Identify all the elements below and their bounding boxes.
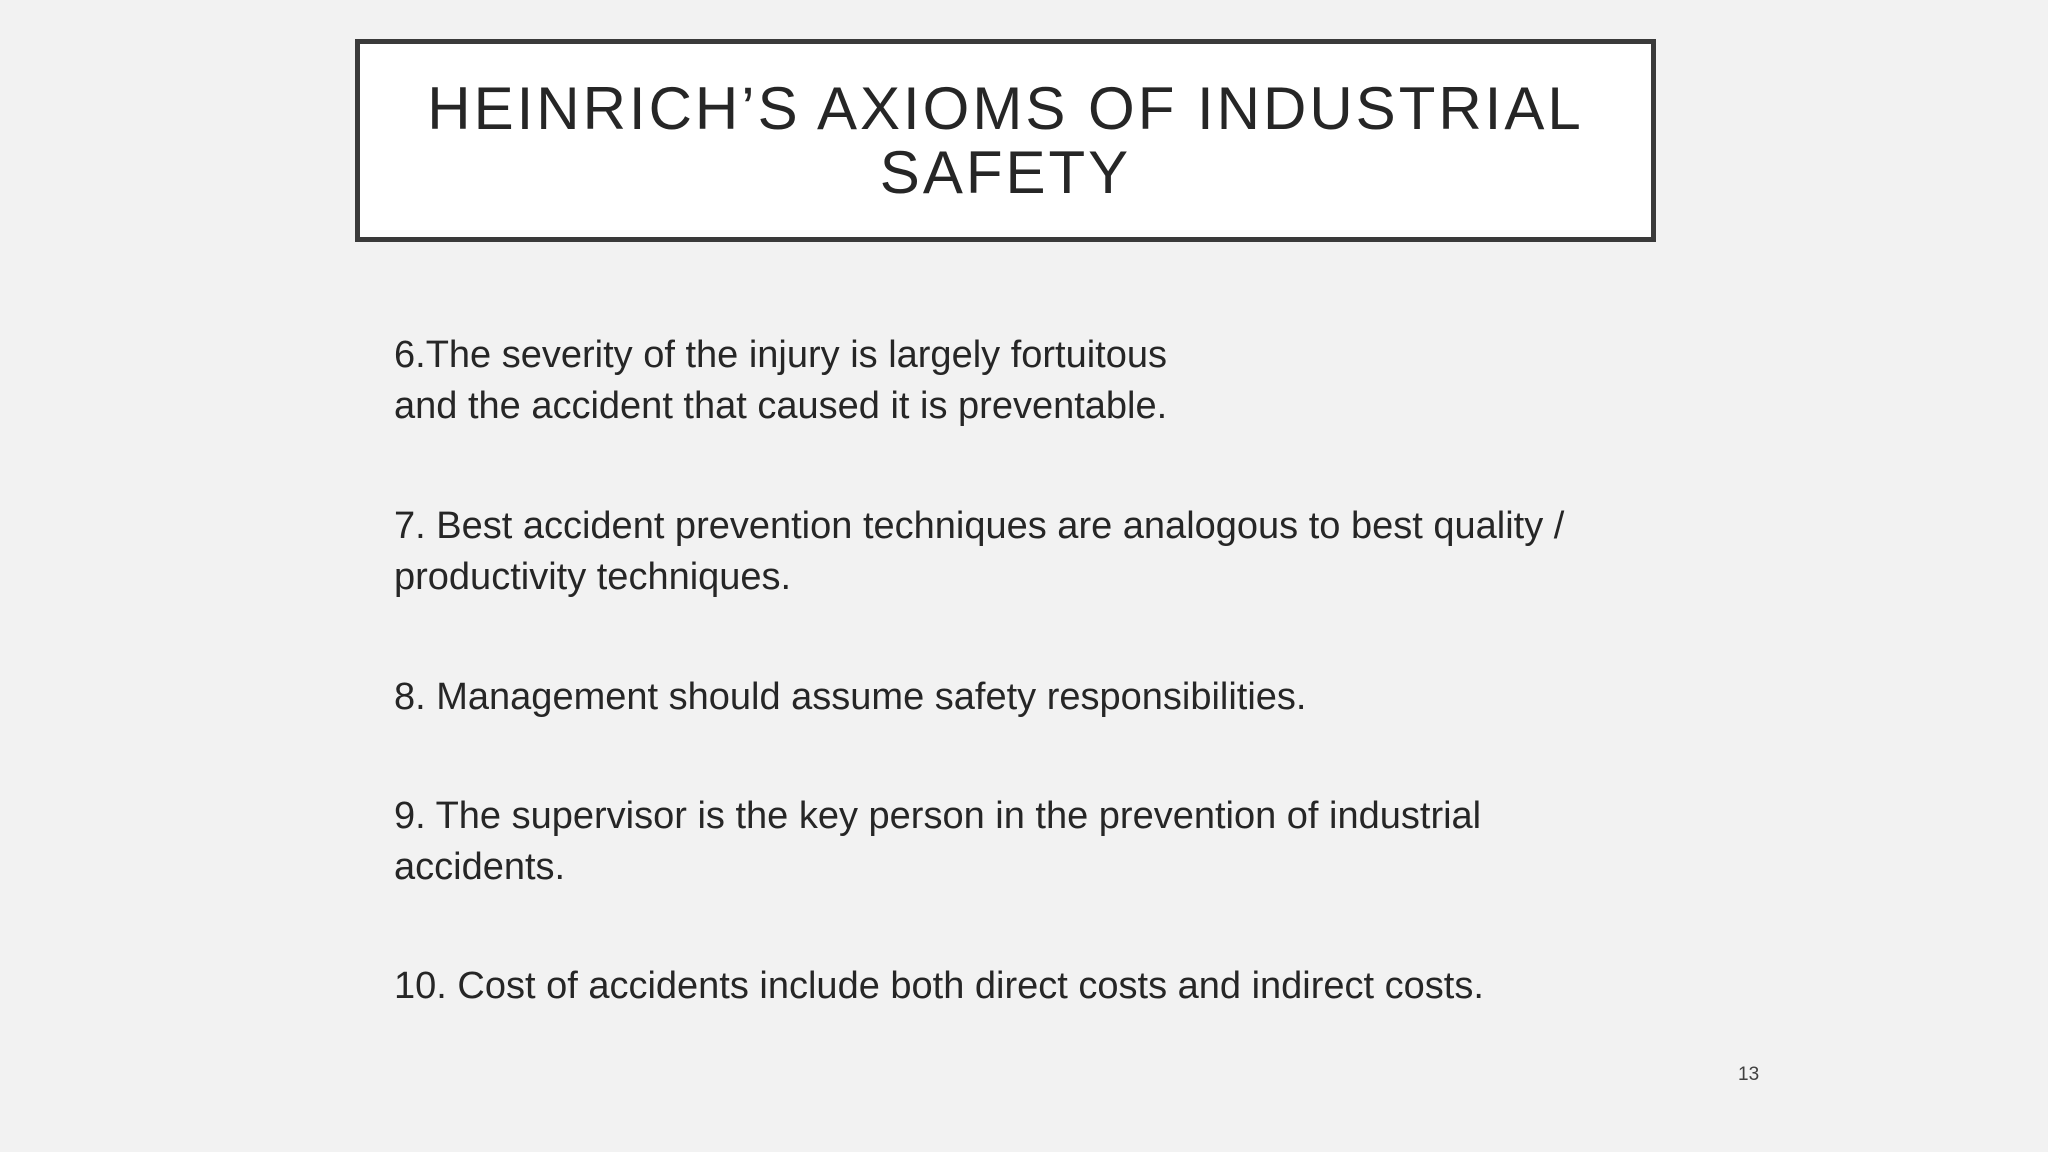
- axiom-6-line-2: and the accident that caused it is preventable.: [394, 385, 1168, 427]
- axiom-9-line-2: accidents.: [394, 846, 566, 888]
- slide-title-box: [355, 39, 1656, 242]
- axiom-8: [394, 672, 1634, 723]
- axiom-10-line-1: 10. Cost of accidents include both direct costs and indirect costs.: [394, 965, 1484, 1007]
- axiom-7: [394, 501, 1634, 603]
- axiom-6: [394, 330, 1634, 432]
- slide-title: [387, 74, 1623, 206]
- slide-title-line-2: SAFETY: [879, 138, 1132, 206]
- axiom-8-line-1: 8. Management should assume safety responsibilities.: [394, 676, 1307, 718]
- axiom-7-line-1: 7. Best accident prevention techniques are analogous to best quality /: [394, 505, 1565, 547]
- axiom-6-line-1: 6.The severity of the injury is largely fortuitous: [394, 334, 1168, 376]
- axiom-9-line-1: 9. The supervisor is the key person in the prevention of industrial: [394, 795, 1482, 837]
- axiom-10: [394, 961, 1634, 1012]
- slide-title-line-1: HEINRICH’S AXIOMS OF INDUSTRIAL: [427, 74, 1584, 142]
- axiom-7-line-2: productivity techniques.: [394, 556, 792, 598]
- axiom-9: [394, 791, 1634, 893]
- page-number: 13: [1738, 1064, 1760, 1085]
